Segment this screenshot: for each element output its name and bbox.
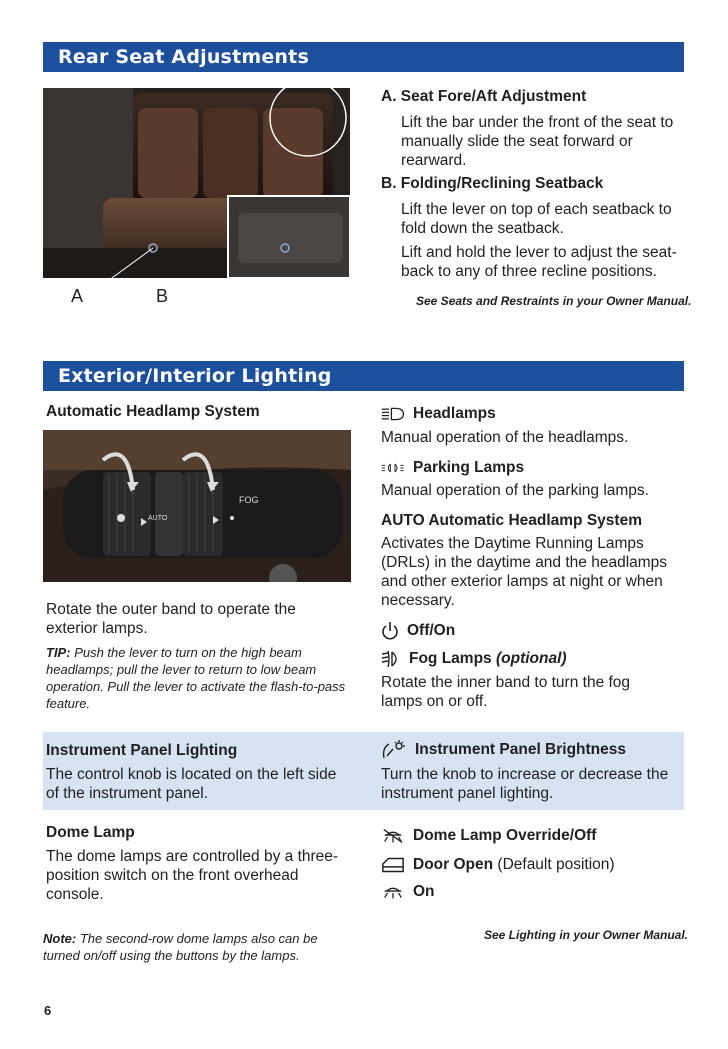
door-open-row [381,855,615,874]
switch-label-auto: AUTO [148,515,168,522]
off-on-title: Off/On [407,622,456,639]
tip-text [46,644,346,712]
fog-lamp-icon [381,650,401,668]
brightness-title: Instrument Panel Brightness [415,741,627,758]
auto-headlamp-title: Automatic Headlamp System [46,403,260,420]
door-open-title: Door Open [413,856,494,873]
headlamps-row [381,405,496,423]
parking-lamps-icon [381,459,405,477]
dome-override-icon [381,827,405,845]
dome-lamp-text: The dome lamps are controlled by a three-position switch on the front overhead console. [46,848,339,903]
fog-lamps-row [381,650,567,668]
fog-lamps-text: Rotate the inner band to turn the fog lamps on or off. [381,674,631,710]
fog-lamps-title: Fog Lamps [409,650,492,667]
lighting-banner: Exterior/Interior Lighting [43,361,684,391]
photo-label-a: A [71,286,84,306]
photo-label-b: B [156,286,169,306]
brightness-icon [381,740,407,760]
instrument-panel-title: Instrument Panel Lighting [46,742,238,759]
door-open-icon [381,856,405,874]
instrument-panel-text: The control knob is located on the left side of the instrument panel. [46,766,337,802]
dome-override-row [381,827,596,845]
brightness-text: Turn the knob to increase or decrease the instrument panel lighting. [381,766,669,802]
tip-label: TIP: [46,645,71,660]
tip-body: Push the lever to turn on the high beam headlamps; pull the lever to return to low beam operation. Pull the lever to activate the flash-to-pass feature. [46,645,346,711]
headlamp-switch-photo [43,430,351,582]
auto-system-text: Activates the Daytime Running Lamps (DRLs) in the daytime and the headlamps and other exterior lamps at night or when necessary. [381,535,668,609]
dome-on-row [381,883,435,901]
door-open-note: (Default position) [497,856,615,873]
rear-seat-reference: See Seats and Restraints in your Owner Manual. [416,294,692,308]
fog-optional: (optional) [495,650,567,667]
headlamps-title: Headlamps [413,405,496,422]
off-on-row [381,621,455,641]
folding-seatback-text-1: Lift the lever on top of each seatback to fold down the seatback. [401,201,672,237]
parking-lamps-title: Parking Lamps [413,459,525,476]
dome-on-title: On [413,883,435,900]
rear-seat-photo [43,88,350,318]
lighting-reference: See Lighting in your Owner Manual. [484,928,689,942]
dome-override-title: Dome Lamp Override/Off [413,827,597,844]
auto-system-title: AUTO Automatic Headlamp System [381,512,642,529]
rear-seat-banner: Rear Seat Adjustments [43,42,684,72]
dome-on-icon [381,883,405,901]
switch-label-fog: FOG [239,495,259,505]
parking-lamps-row [381,459,524,477]
page-number: 6 [44,1003,52,1018]
headlamps-icon [381,405,405,423]
parking-lamps-text: Manual operation of the parking lamps. [381,482,649,499]
dome-lamp-title: Dome Lamp [46,824,135,841]
note-label: Note: [43,931,77,946]
seat-fore-aft-text: Lift the bar under the front of the seat to manually slide the seat forward or rearward. [401,114,674,169]
rotate-outer-band-text: Rotate the outer band to operate the exterior lamps. [46,601,296,637]
power-icon [381,621,399,641]
headlamps-text: Manual operation of the headlamps. [381,429,629,446]
seat-fore-aft-heading: A. Seat Fore/Aft Adjustment [381,88,587,105]
folding-seatback-heading: B. Folding/Reclining Seatback [381,175,604,192]
brightness-row [381,740,626,760]
note-body: The second-row dome lamps also can be turned on/off using the buttons by the lamps. [43,931,318,963]
dome-note [43,930,353,964]
folding-seatback-text-2: Lift and hold the lever to adjust the seat-back to any of three recline positions. [401,244,677,280]
